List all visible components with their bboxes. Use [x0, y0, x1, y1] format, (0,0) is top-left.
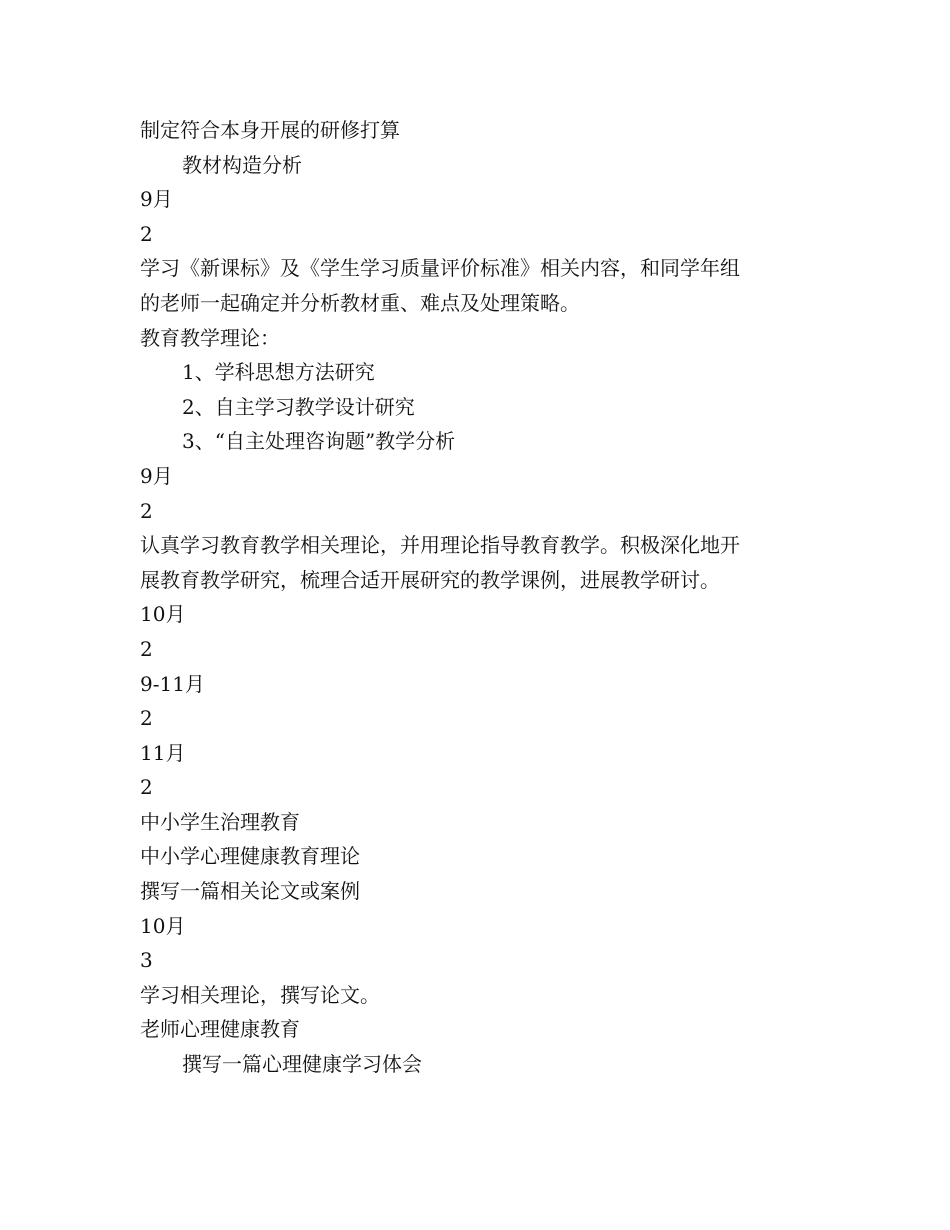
- text-line: 10月: [140, 602, 186, 627]
- text-line: 2: [140, 775, 153, 800]
- text-line: 2: [140, 706, 153, 731]
- text-line: 撰写一篇心理健康学习体会: [182, 1052, 422, 1077]
- text-line: 3、“自主处理咨询题”教学分析: [182, 429, 456, 454]
- text-line: 2、自主学习教学设计研究: [182, 394, 415, 419]
- text-line: 中小学心理健康教育理论: [140, 844, 360, 869]
- text-line: 9月: [140, 463, 173, 488]
- text-line: 学习《新课标》及《学生学习质量评价标准》相关内容，和同学年组: [140, 256, 740, 281]
- text-line: 10月: [140, 913, 186, 938]
- text-line: 1、学科思想方法研究: [182, 360, 375, 385]
- text-line: 11月: [140, 740, 186, 765]
- text-line: 中小学生治理教育: [140, 809, 300, 834]
- text-line: 制定符合本身开展的研修打算: [140, 118, 400, 142]
- document-body: [140, 113, 840, 1082]
- text-line: 3: [140, 948, 153, 973]
- text-line: 的老师一起确定并分析教材重、难点及处理策略。: [140, 290, 580, 315]
- text-line: 展教育教学研究，梳理合适开展研究的教学课例，进展教学研讨。: [140, 567, 720, 592]
- text-line: 2: [140, 498, 153, 523]
- text-line: 2: [140, 221, 153, 246]
- text-line: 撰写一篇相关论文或案例: [140, 879, 360, 904]
- text-line: 老师心理健康教育: [140, 1017, 300, 1042]
- text-line: 学习相关理论，撰写论文。: [140, 982, 380, 1007]
- text-line: 9月: [140, 187, 173, 212]
- text-line: 认真学习教育教学相关理论，并用理论指导教育教学。积极深化地开: [140, 533, 740, 558]
- text-line: 教育教学理论：: [140, 325, 280, 350]
- text-line: 教材构造分析: [182, 152, 302, 177]
- text-line: 2: [140, 636, 153, 661]
- text-line: 9-11月: [140, 671, 205, 696]
